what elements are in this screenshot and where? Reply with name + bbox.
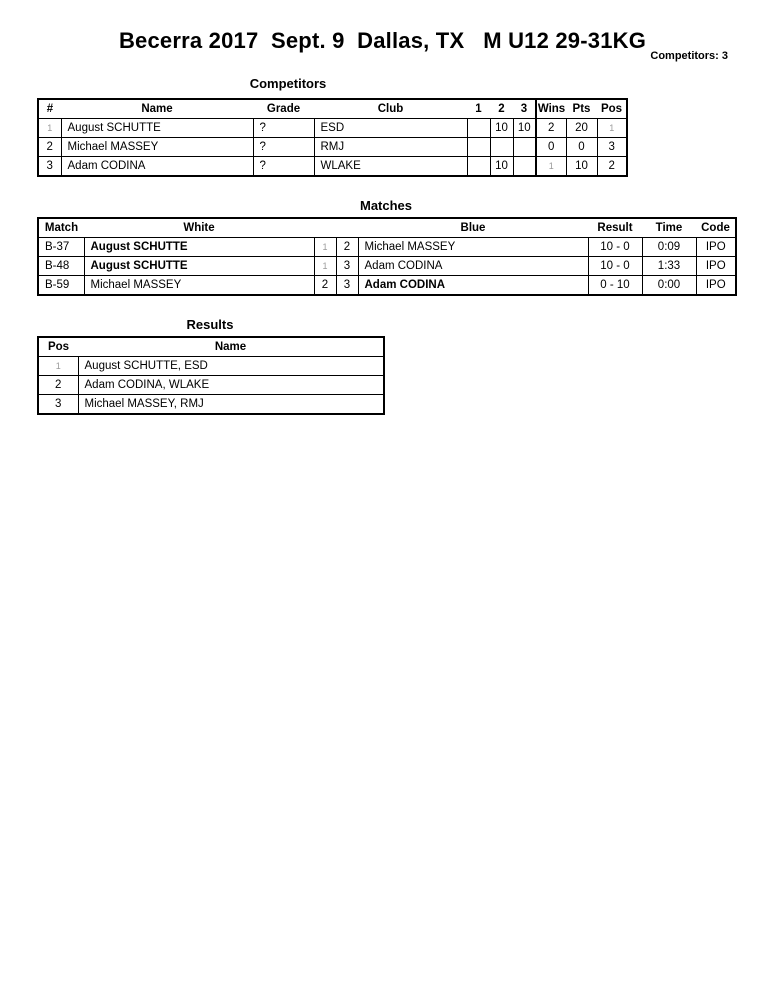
col-header: Result [597,222,633,234]
competitor-name: Adam CODINA [61,157,253,177]
results-table [37,336,385,415]
competitors-heading: Competitors [249,76,327,91]
matches-table [37,217,737,296]
competitors-count: Competitors: 3 [650,50,728,62]
score-vs-3: 10 [513,119,536,138]
result-position: 1 [38,357,78,376]
col-header: 1 [475,103,482,115]
competitor-grade: ? [253,138,314,157]
table-row [38,138,627,157]
table-row [38,357,384,376]
competitor-grade: ? [253,157,314,177]
competitor-club: WLAKE [314,157,467,177]
table-row [38,395,384,415]
competitor-number: 2 [38,138,61,157]
match-time: 1:33 [642,257,696,276]
table-row [38,157,627,177]
table-row [38,376,384,395]
col-header: Pos [47,341,70,353]
blue-competitor: Adam CODINA [358,276,588,296]
table-row [38,119,627,138]
col-header: # [46,103,54,115]
matches-heading: Matches [359,198,413,213]
blue-number: 3 [336,276,358,296]
col-header: Wins [536,99,566,119]
col-header: Grade [266,103,301,115]
competitor-points: 0 [566,138,597,157]
page-title: Becerra 2017 Sept. 9 Dallas, TX M U12 29-31KG [118,28,647,53]
competitor-position: 1 [597,119,627,138]
match-code: IPO [696,276,736,296]
matches-header-row [38,218,736,238]
match-id: B-48 [38,257,84,276]
competitor-position: 3 [597,138,627,157]
competitor-position: 2 [597,157,627,177]
blue-number: 2 [336,238,358,257]
match-code: IPO [696,257,736,276]
competitor-number: 1 [38,119,61,138]
competitor-club: ESD [314,119,467,138]
results-heading: Results [186,317,234,332]
competitor-name: Michael MASSEY [61,138,253,157]
score-vs-1 [467,119,490,138]
match-time: 0:00 [642,276,696,296]
result-position: 3 [38,395,78,415]
table-row [38,238,736,257]
blue-number: 3 [336,257,358,276]
score-vs-2: 10 [490,157,513,177]
competitor-club: RMJ [314,138,467,157]
col-header: Name [214,341,247,353]
result-name: August SCHUTTE, ESD [78,357,384,376]
col-header: White [183,222,215,234]
competitor-number: 3 [38,157,61,177]
match-result: 0 - 10 [588,276,642,296]
col-header: Pos [600,103,623,115]
competitors-table [37,98,628,177]
match-result: 10 - 0 [588,238,642,257]
col-header: Blue [460,222,486,234]
table-row [38,276,736,296]
table-row [38,257,736,276]
score-vs-1 [467,138,490,157]
col-header: 2 [498,103,505,115]
white-number: 2 [314,276,336,296]
result-name: Adam CODINA, WLAKE [78,376,384,395]
result-position: 2 [38,376,78,395]
score-vs-3 [513,138,536,157]
competitor-wins: 1 [536,157,566,177]
white-number: 1 [314,257,336,276]
blue-competitor: Michael MASSEY [358,238,588,257]
score-vs-3 [513,157,536,177]
score-vs-1 [467,157,490,177]
blue-competitor: Adam CODINA [358,257,588,276]
competitor-grade: ? [253,119,314,138]
col-header: Match [44,222,79,234]
competitor-points: 20 [566,119,597,138]
match-code: IPO [696,238,736,257]
match-id: B-37 [38,238,84,257]
match-time: 0:09 [642,238,696,257]
competitor-name: August SCHUTTE [61,119,253,138]
competitor-wins: 2 [536,119,566,138]
competitor-points: 10 [566,157,597,177]
white-number: 1 [314,238,336,257]
col-header: Code [701,222,730,234]
score-vs-2: 10 [490,119,513,138]
match-result: 10 - 0 [588,257,642,276]
competitors-header-row [38,99,627,119]
white-competitor: Michael MASSEY [84,276,314,296]
col-header: 3 [520,103,528,115]
result-name: Michael MASSEY, RMJ [78,395,384,415]
col-header: Pts [572,103,591,115]
white-competitor: August SCHUTTE [84,238,314,257]
match-id: B-59 [38,276,84,296]
col-header: Name [141,103,173,115]
competitor-wins: 0 [536,138,566,157]
score-vs-2 [490,138,513,157]
col-header: Time [655,222,683,234]
results-header-row [38,337,384,357]
col-header: Club [377,103,404,115]
white-competitor: August SCHUTTE [84,257,314,276]
